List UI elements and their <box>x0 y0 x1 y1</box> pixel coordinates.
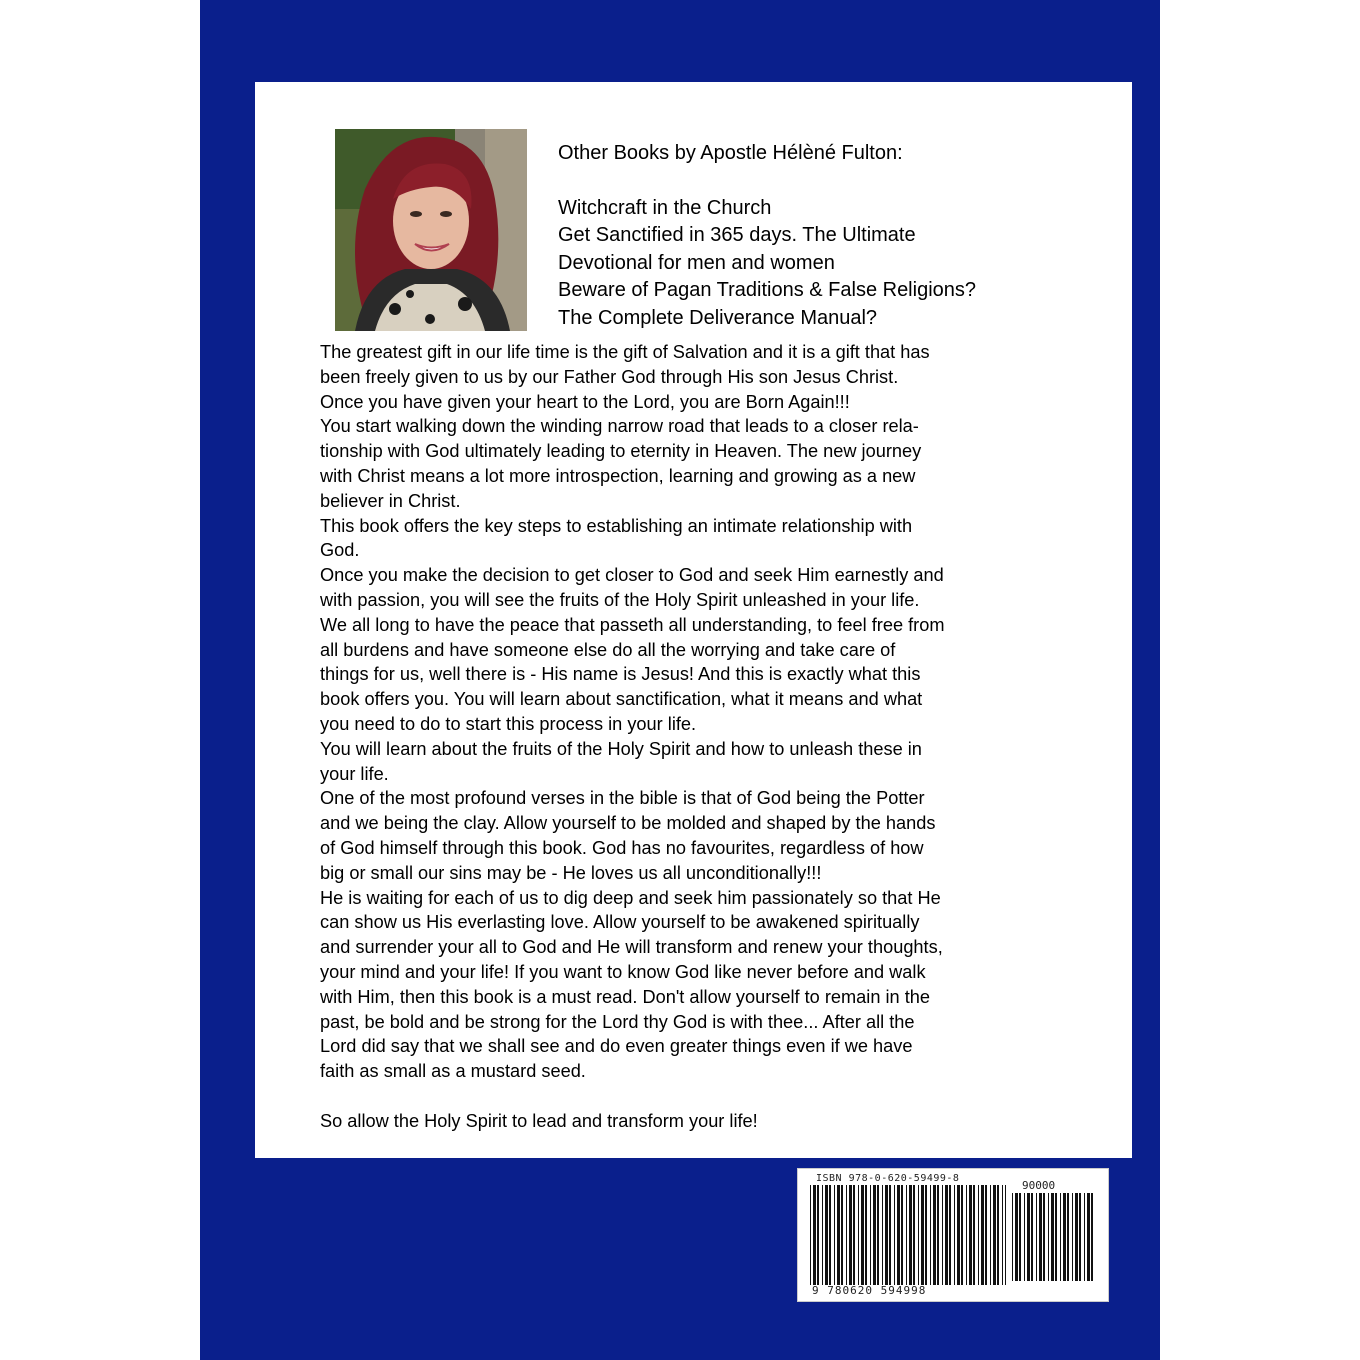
blurb-line: big or small our sins may be - He loves us all unconditionally!!! <box>320 862 822 883</box>
blurb-line: Once you make the decision to get closer to God and seek Him earnestly and <box>320 565 944 586</box>
blurb-line: and we being the clay. Allow yourself to be molded and shaped by the hands <box>320 813 936 834</box>
blurb-line: tionship with God ultimately leading to eternity in Heaven. The new journey <box>320 441 922 462</box>
blurb-line: things for us, well there is - His name is Jesus! And this is exactly what this <box>320 664 921 685</box>
blurb-line: of God himself through this book. God has no favourites, regardless of how <box>320 837 924 858</box>
blurb-line: believer in Christ. <box>320 490 461 511</box>
blurb-line: with Christ means a lot more introspection, learning and growing as a new <box>320 465 916 486</box>
price-addon-digits: 90000 <box>1022 1179 1056 1192</box>
other-books-heading: Other Books by Apostle Hélèné Fulton: <box>558 142 903 164</box>
blurb-line: with passion, you will see the fruits of the Holy Spirit unleashed in your life. <box>320 589 920 610</box>
blurb-line: your mind and your life! If you want to know God like never before and walk <box>320 961 926 982</box>
blurb-line: faith as small as a mustard seed. <box>320 1061 586 1082</box>
blurb-line: You will learn about the fruits of the Holy Spirit and how to unleash these in <box>320 738 922 759</box>
blurb-line: all burdens and have someone else do all the worrying and take care of <box>320 639 896 660</box>
blurb-line: God. <box>320 540 360 561</box>
isbn-label: ISBN 978-0-620-59499-8 <box>816 1173 960 1184</box>
book-title-2: Get Sanctified in 365 days. The Ultimate <box>558 224 916 246</box>
author-photo <box>335 129 527 331</box>
closing-line: So allow the Holy Spirit to lead and transform your life! <box>320 1110 758 1131</box>
blurb-line: The greatest gift in our life time is the gift of Salvation and it is a gift that has <box>320 342 930 362</box>
book-blurb <box>320 340 1110 1134</box>
blurb-line: been freely given to us by our Father God through His son Jesus Christ. <box>320 366 899 387</box>
book-title-3: Devotional for men and women <box>558 251 835 274</box>
other-books-list <box>558 140 1118 332</box>
blurb-line: can show us His everlasting love. Allow yourself to be awakened spiritually <box>320 912 920 933</box>
blurb-line: This book offers the key steps to establishing an intimate relationship with <box>320 515 913 536</box>
blurb-line: Lord did say that we shall see and do even greater things even if we have <box>320 1036 913 1057</box>
ean-bars <box>810 1185 1006 1285</box>
blurb-line: One of the most profound verses in the bible is that of God being the Potter <box>320 788 925 809</box>
blurb-line: past, be bold and be strong for the Lord thy God is with thee... After all the <box>320 1011 915 1032</box>
blurb-line: your life. <box>320 763 389 784</box>
blurb-line: book offers you. You will learn about sanctification, what it means and what <box>320 689 923 710</box>
blurb-line: Once you have given your heart to the Lord, you are Born Again!!! <box>320 391 850 412</box>
blurb-line: You start walking down the winding narrow road that leads to a closer rela- <box>320 416 919 437</box>
isbn-barcode <box>797 1168 1109 1302</box>
blurb-line: He is waiting for each of us to dig deep and seek him passionately so that He <box>320 887 941 908</box>
blurb-line: with Him, then this book is a must read. Don't allow yourself to remain in the <box>320 986 930 1007</box>
blurb-line: and surrender your all to God and He will transform and renew your thoughts, <box>320 937 943 958</box>
book-title-4: Beware of Pagan Traditions & False Religions? <box>558 279 977 301</box>
paragraph-gap <box>320 1084 1110 1109</box>
book-title-1: Witchcraft in the Church <box>558 196 772 219</box>
ean-digits: 9 780620 594998 <box>812 1284 927 1297</box>
addon-bars <box>1012 1193 1096 1281</box>
blurb-line: you need to do to start this process in your life. <box>320 713 697 734</box>
blurb-line: We all long to have the peace that passeth all understanding, to feel free from <box>320 614 945 635</box>
book-title-5: The Complete Deliverance Manual? <box>558 306 878 329</box>
